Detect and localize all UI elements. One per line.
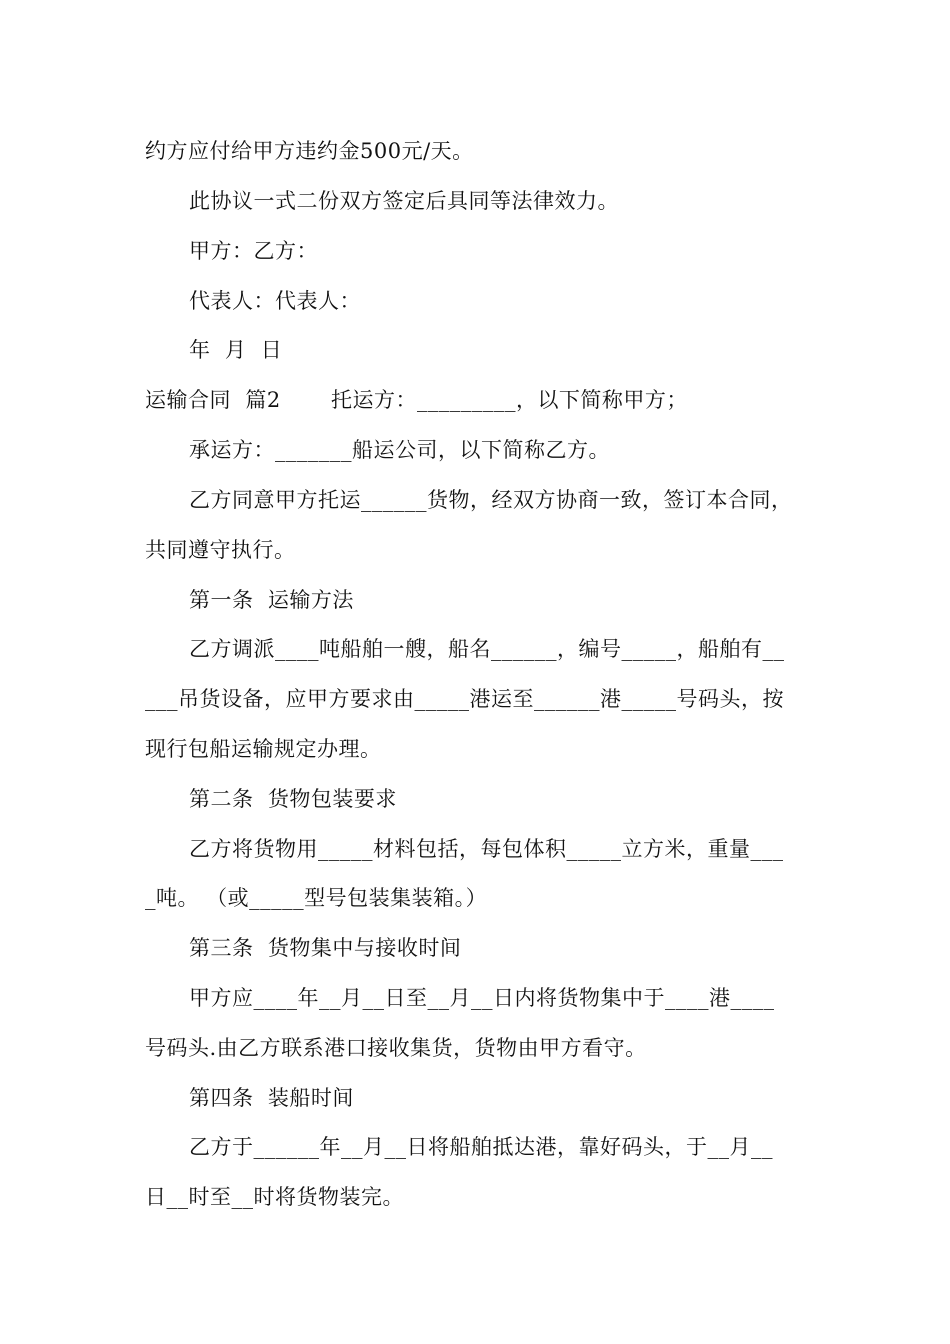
text-line: 约方应付给甲方违约金500元/天。 <box>145 139 474 163</box>
article-heading: 第三条 货物集中与接收时间 <box>189 936 462 960</box>
text-line: 承运方：_______船运公司，以下简称乙方。 <box>189 438 610 462</box>
article-heading: 第一条 运输方法 <box>189 588 354 612</box>
text-line: 共同遵守执行。 <box>145 538 296 562</box>
text-line: 年 月 日 <box>189 338 283 362</box>
article-heading: 第四条 装船时间 <box>189 1086 354 1110</box>
section-heading-line: 运输合同 篇2 托运方：_________，以下简称甲方； <box>145 388 688 412</box>
text-line: 乙方于______年__月__日将船舶抵达港，靠好码头，于__月__ <box>189 1135 773 1159</box>
text-line: 乙方调派____吨船舶一艘，船名______，编号_____，船舶有__ <box>189 637 785 661</box>
text-line: 乙方同意甲方托运______货物，经双方协商一致，签订本合同， <box>189 488 793 512</box>
text-line: ___吊货设备，应甲方要求由_____港运至______港_____号码头，按 <box>145 687 784 711</box>
text-line: 现行包船运输规定办理。 <box>145 737 382 761</box>
text-line: 日__时至__时将货物装完。 <box>145 1185 404 1209</box>
text-line: 代表人：代表人： <box>189 289 361 313</box>
text-line: 甲方：乙方： <box>189 239 318 263</box>
text-line: 号码头.由乙方联系港口接收集货，货物由甲方看守。 <box>145 1036 647 1060</box>
text-line: 乙方将货物用_____材料包括，每包体积_____立方米，重量___ <box>189 837 784 861</box>
text-line: _吨。 （或_____型号包装集装箱。） <box>145 886 488 910</box>
text-line: 甲方应____年__月__日至__月__日内将货物集中于____港____ <box>189 986 775 1010</box>
article-heading: 第二条 货物包装要求 <box>189 787 397 811</box>
text-line: 此协议一式二份双方签定后具同等法律效力。 <box>189 189 619 213</box>
